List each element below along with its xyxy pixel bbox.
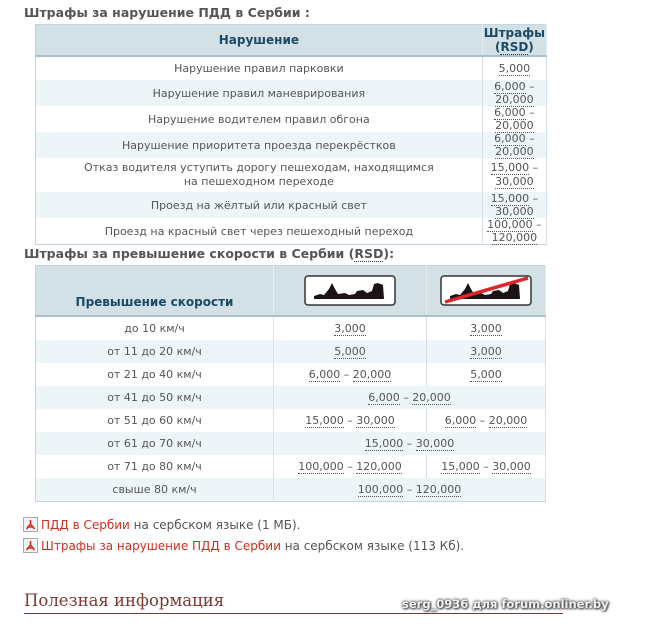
table-row (36, 218, 547, 245)
pdf-icon (23, 517, 38, 532)
table-row (36, 56, 547, 80)
outside-fine-cell (427, 340, 546, 363)
fine-value[interactable]: 30,000 (492, 460, 531, 473)
fine-value[interactable]: 30,000 (495, 175, 534, 188)
speed-fines-table (35, 265, 546, 502)
fine-value[interactable]: 3,000 (334, 322, 366, 335)
fine-value[interactable]: 30,000 (495, 205, 534, 218)
range-separator: – (340, 368, 353, 381)
range-separator: – (399, 391, 413, 404)
table-row (36, 455, 546, 478)
speed-cell: от 21 до 40 км/ч (36, 363, 274, 386)
city-header (274, 266, 427, 317)
fine-value[interactable]: 15,000 (490, 192, 530, 205)
range-separator: – (525, 80, 535, 93)
fine-value[interactable]: 6,000 (494, 106, 526, 119)
fine-value[interactable]: 6,000 (494, 132, 526, 145)
range-separator: – (525, 106, 535, 119)
fine-value[interactable]: 20,000 (488, 414, 528, 427)
speed-cell: свыше 80 км/ч (36, 478, 274, 502)
fine-value[interactable]: 15,000 (364, 437, 404, 450)
violation-cell: Проезд на жёлтый или красный свет (36, 192, 483, 218)
fine-value[interactable]: 20,000 (412, 391, 451, 404)
useful-info-heading: Полезная информация (24, 591, 563, 614)
fine-value[interactable]: 20,000 (352, 368, 392, 381)
fine-cell-merged (274, 432, 546, 455)
violation-cell: Проезд на красный свет через пешеходный переход (36, 218, 483, 245)
city-fine-cell (274, 316, 427, 340)
table-row (36, 132, 547, 158)
range-separator: – (403, 437, 416, 450)
fine-value[interactable]: 30,000 (415, 437, 455, 450)
speed-header: Превышение скорости (36, 266, 274, 317)
fine-value[interactable]: 6,000 (494, 80, 526, 93)
table-row (36, 478, 546, 502)
outside-fine-cell (427, 455, 546, 478)
speed-cell: до 10 км/ч (36, 316, 274, 340)
range-separator: – (403, 483, 416, 496)
fine-cell (482, 132, 546, 158)
fine-value[interactable]: 5,000 (470, 368, 502, 381)
table-row (36, 386, 546, 409)
pdd-serbia-link[interactable]: ПДД в Сербии (41, 518, 130, 532)
fine-cell-merged (274, 386, 546, 409)
fines-header: Штрафы (RSD) (483, 26, 545, 54)
fine-value[interactable]: 100,000 (487, 218, 533, 231)
fine-value[interactable]: 15,000 (441, 460, 480, 473)
violation-cell: Нарушение правил парковки (36, 56, 483, 80)
violation-cell: Нарушение водителем правил обгона (36, 106, 483, 132)
range-separator: – (525, 132, 535, 145)
fine-cell (482, 80, 546, 106)
fine-value[interactable]: 100,000 (298, 460, 344, 473)
fines-table (35, 24, 547, 245)
table-row (36, 432, 546, 455)
speed-cell: от 11 до 20 км/ч (36, 340, 274, 363)
speed-cell: от 61 до 70 км/ч (36, 432, 274, 455)
fine-value[interactable]: 30,000 (356, 414, 395, 427)
fine-value[interactable]: 120,000 (415, 483, 462, 496)
outside-fine-cell (427, 363, 546, 386)
fine-value[interactable]: 6,000 (308, 368, 341, 381)
fine-value[interactable]: 120,000 (356, 460, 402, 473)
range-separator: – (529, 161, 539, 174)
download-item: Штрафы за нарушение ПДД в Сербии на сербском языке (113 Кб). (23, 537, 464, 558)
watermark: serg_0936 для forum.onliner.by (402, 597, 609, 611)
speed-cell: от 71 до 80 км/ч (36, 455, 274, 478)
range-separator: – (479, 460, 493, 473)
outside-city-header (427, 266, 546, 317)
fine-value[interactable]: 20,000 (495, 93, 534, 106)
city-fine-cell (274, 363, 427, 386)
city-limit-sign-icon (304, 275, 396, 306)
fines-title: Штрафы за нарушение ПДД в Сербии : (24, 5, 310, 20)
fine-value[interactable]: 3,000 (470, 322, 502, 335)
city-fine-cell (274, 340, 427, 363)
fine-value[interactable]: 20,000 (495, 145, 534, 158)
city-fine-cell (274, 455, 427, 478)
table-row (36, 106, 547, 132)
range-separator: – (343, 460, 357, 473)
fine-value[interactable]: 15,000 (305, 414, 344, 427)
download-item: ПДД в Сербии на сербском языке (1 МБ). (23, 516, 464, 537)
violation-header: Нарушение (36, 25, 483, 57)
fine-cell (482, 158, 546, 192)
violation-cell: Нарушение правил маневрирования (36, 80, 483, 106)
fines-pdf-link[interactable]: Штрафы за нарушение ПДД в Сербии (41, 539, 281, 553)
table-row (36, 363, 546, 386)
speed-cell: от 41 до 50 км/ч (36, 386, 274, 409)
fine-value[interactable]: 20,000 (495, 119, 534, 132)
rsd-abbr[interactable]: RSD (500, 40, 529, 54)
fine-value[interactable]: 15,000 (490, 161, 530, 174)
table-row (36, 316, 546, 340)
range-separator: – (343, 414, 357, 427)
outside-fine-cell (427, 316, 546, 340)
speed-cell: от 51 до 60 км/ч (36, 409, 274, 432)
range-separator: – (529, 192, 539, 205)
table-row (36, 409, 546, 432)
city-end-sign-icon (440, 275, 532, 306)
fine-cell (482, 106, 546, 132)
fine-value[interactable]: 3,000 (470, 345, 502, 358)
violation-cell: Отказ водителя уступить дорогу пешеходам, находящимся на пешеходном переходе (36, 158, 483, 192)
outside-fine-cell (427, 409, 546, 432)
fine-cell (482, 192, 546, 218)
fine-value[interactable]: 6,000 (368, 391, 400, 404)
fine-cell-merged (274, 478, 546, 502)
fine-cell (482, 218, 546, 245)
pdf-icon (23, 538, 38, 553)
fine-value[interactable]: 120,000 (491, 231, 538, 244)
fine-value[interactable]: 5,000 (334, 345, 366, 358)
table-row (36, 192, 547, 218)
city-fine-cell (274, 409, 427, 432)
fine-cell (482, 56, 546, 80)
fine-value[interactable]: 6,000 (444, 414, 477, 427)
speed-fines-title: Штрафы за превышение скорости в Сербии (RSD): (24, 246, 395, 261)
fine-value[interactable]: 100,000 (357, 483, 404, 496)
range-separator: – (532, 218, 542, 231)
table-row (36, 80, 547, 106)
table-row (36, 340, 546, 363)
range-separator: – (476, 414, 489, 427)
table-row (36, 158, 547, 192)
rsd-abbr[interactable]: RSD (354, 246, 384, 261)
violation-cell: Нарушение приоритета проезда перекрёстков (36, 132, 483, 158)
fine-value[interactable]: 5,000 (498, 62, 531, 75)
downloads-list (23, 516, 464, 558)
